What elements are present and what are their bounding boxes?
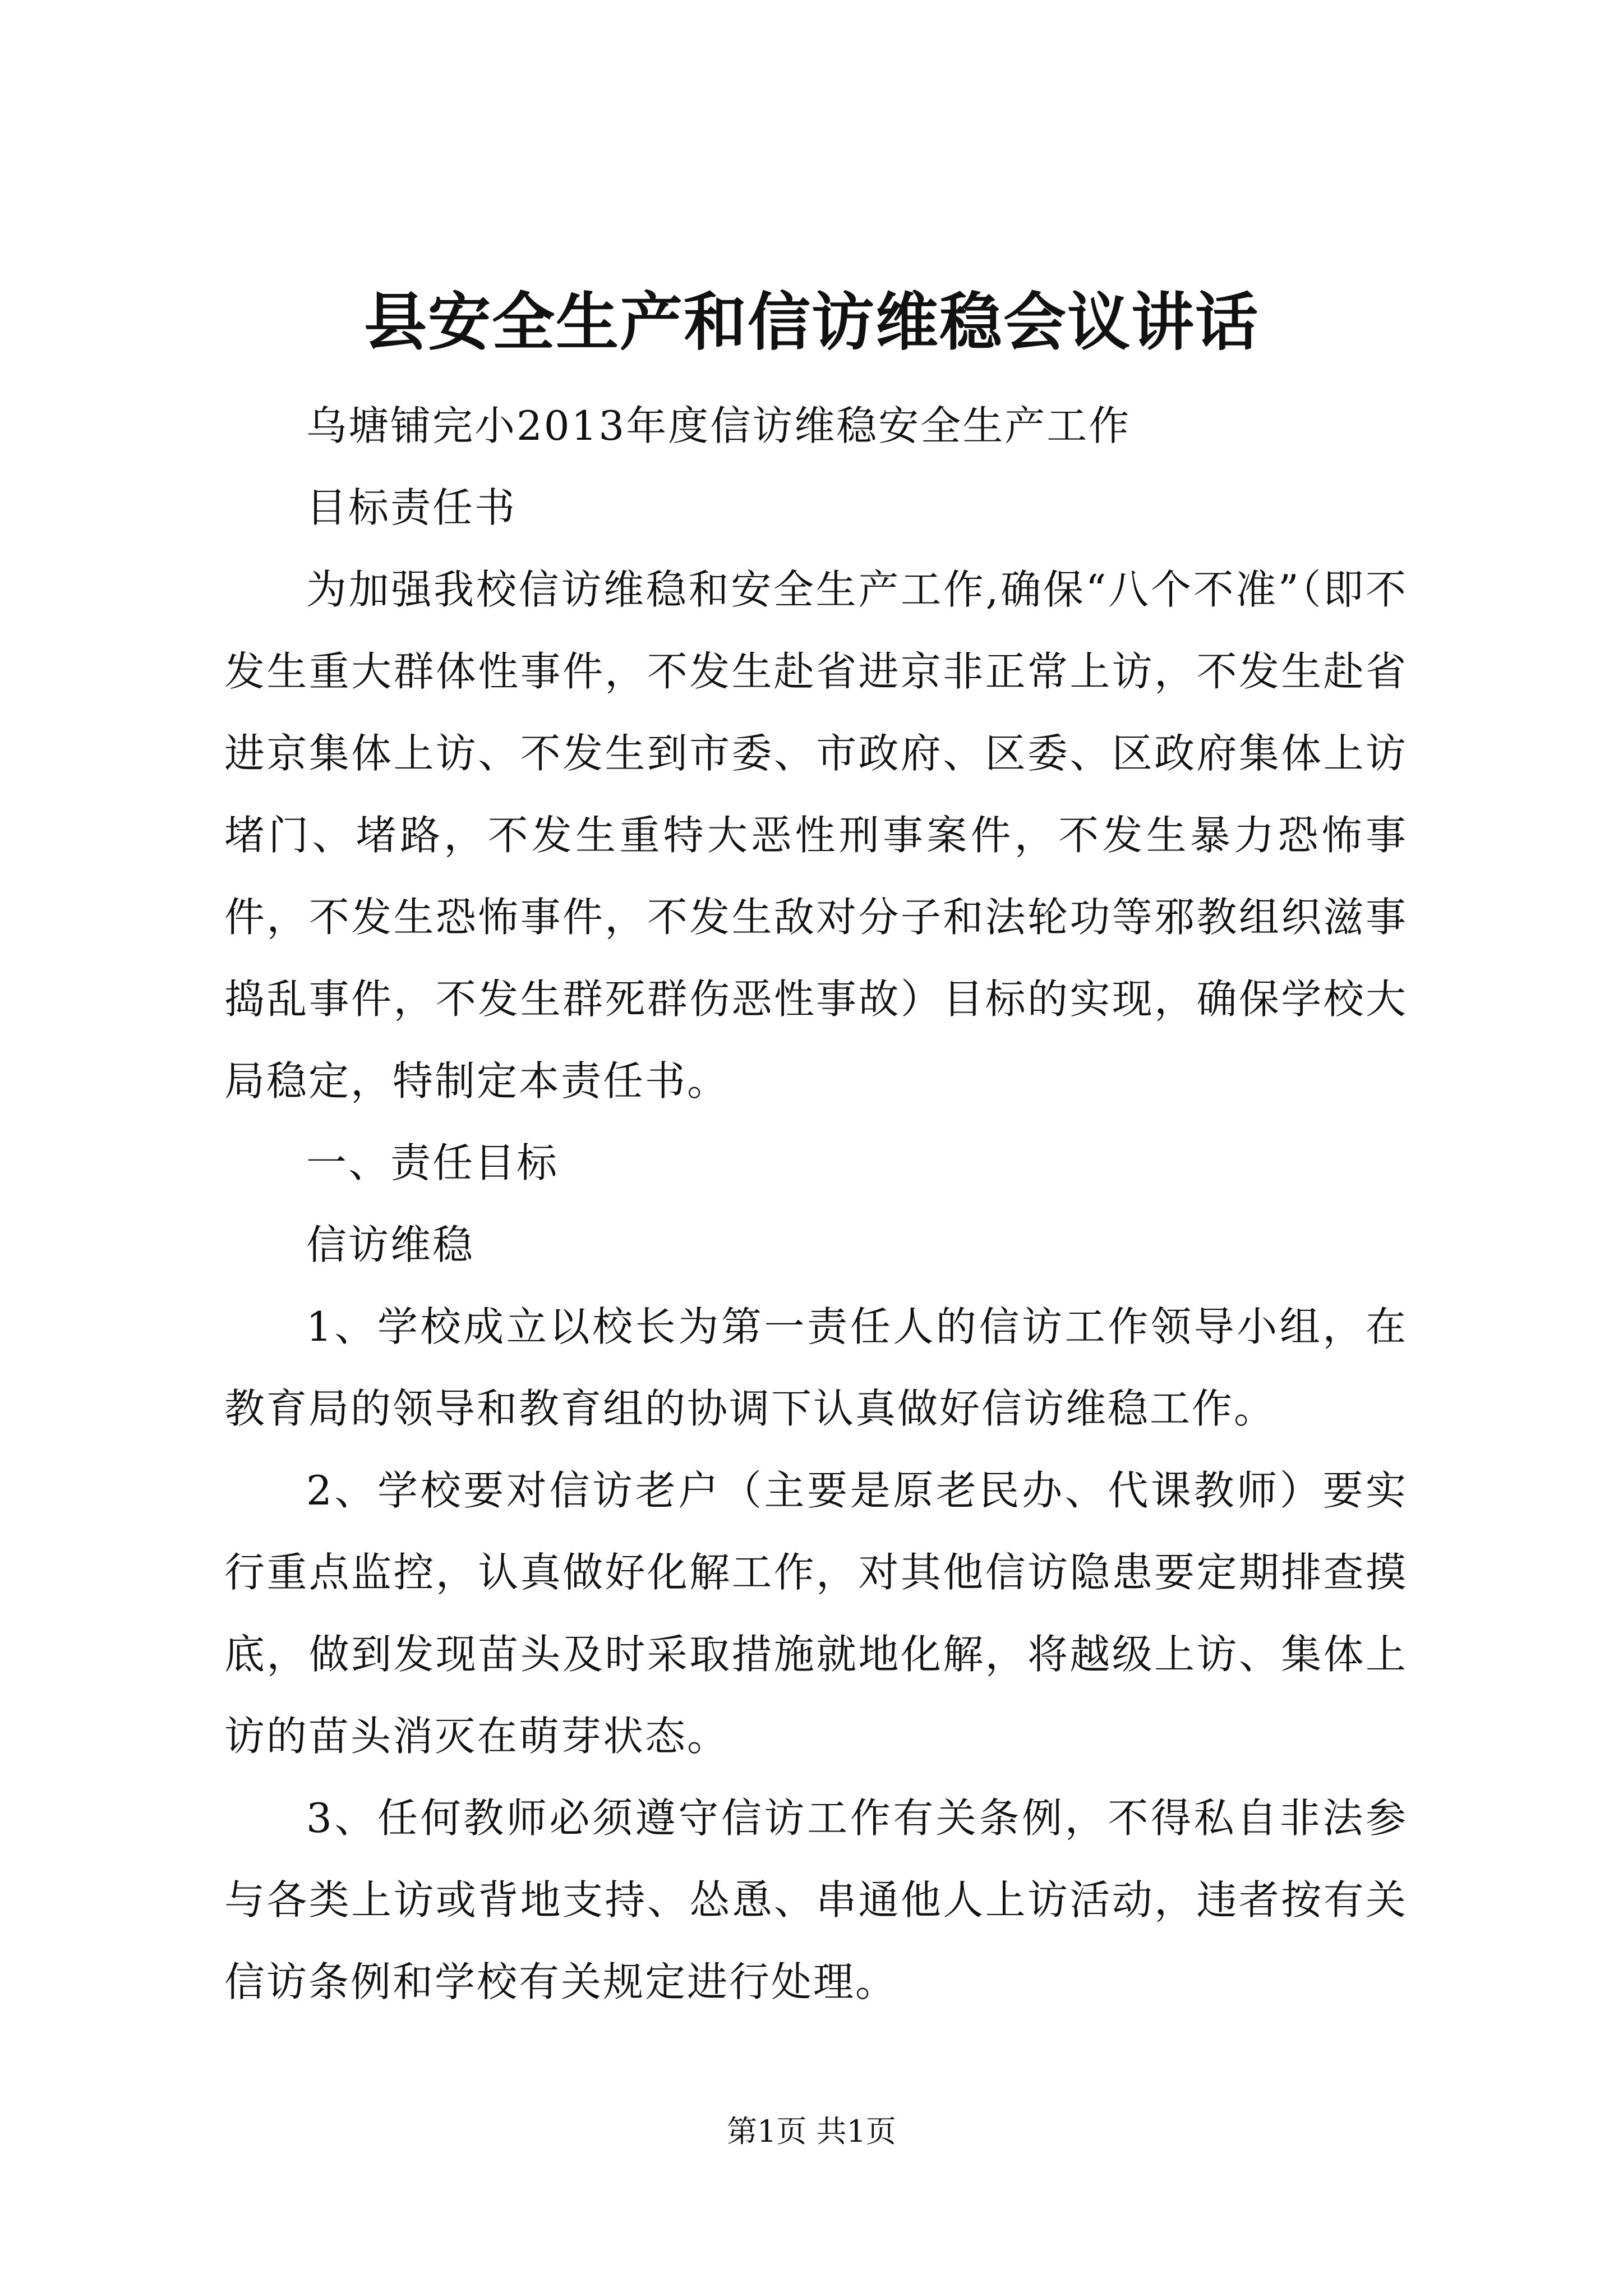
document-body xyxy=(224,385,1408,2023)
intro-paragraph: 为加强我校信访维稳和安全生产工作,确保“八个不准”（即不发生重大群体性事件，不发生赴省进京非正常上访，不发生赴省进京集体上访、不发生到市委、市政府、区委、区政府集体上访堵门、堵路，不发生重特大恶性刑事案件，不发生暴力恐怖事件，不发生恐怖事件，不发生敌对分子和法轮功等邪教组织滋事捣乱事件，不发生群死群伤恶性事故）目标的实现，确保学校大局稳定，特制定本责任书。 xyxy=(224,566,1408,1105)
subsection-heading-petition-stability: 信访维稳 xyxy=(306,1221,475,1268)
page-footer: 第1页 共1页 xyxy=(727,2114,896,2149)
item-paragraph-3: 3、任何教师必须遵守信访工作有关条例，不得私自非法参与各类上访或背地支持、怂恿、串通他人上访活动，违者按有关信访条例和学校有关规定进行处理。 xyxy=(224,1795,1408,2005)
item-paragraph-2: 2、学校要对信访老户（主要是原老民办、代课教师）要实行重点监控，认真做好化解工作，对其他信访隐患要定期排查摸底，做到发现苗头及时采取措施就地化解，将越级上访、集体上访的苗头消灭在萌芽状态。 xyxy=(224,1467,1408,1760)
section-heading-responsibility-goals: 一、责任目标 xyxy=(306,1139,559,1186)
subtitle-line-1: 乌塘铺完小2013年度信访维稳安全生产工作 xyxy=(306,402,1131,449)
document-title: 县安全生产和信访维稳会议讲话 xyxy=(364,286,1259,359)
item-paragraph-1: 1、学校成立以校长为第一责任人的信访工作领导小组，在教育局的领导和教育组的协调下认真做好信访维稳工作。 xyxy=(224,1303,1408,1432)
subtitle-line-2: 目标责任书 xyxy=(306,484,517,531)
